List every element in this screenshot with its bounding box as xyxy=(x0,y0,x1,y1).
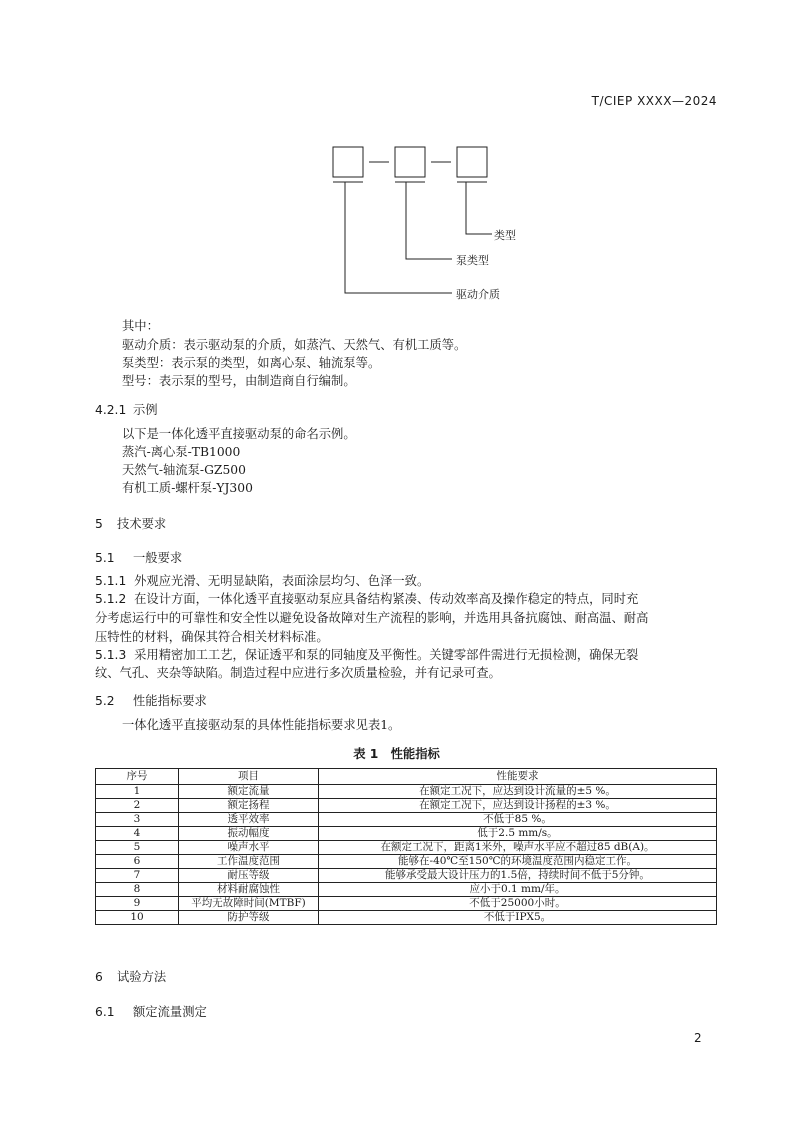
heading-4-2-1 xyxy=(95,400,158,418)
section-5-2-text: 一体化透平直接驱动泵的具体性能指标要求见表1。 xyxy=(122,718,401,732)
table-row xyxy=(96,897,717,911)
diagram-label-medium: 驱动介质 xyxy=(456,288,500,301)
clause-text: 纹、气孔、夹杂等缺陷。制造过程中应进行多次质量检验，并有记录可查。 xyxy=(95,666,501,680)
table-caption: 表 1 性能指标 xyxy=(353,747,440,761)
section-title: 示例 xyxy=(133,403,158,417)
cell-index: 8 xyxy=(96,883,179,897)
performance-table xyxy=(95,768,717,925)
explanation-intro: 其中： xyxy=(122,319,159,333)
table-row xyxy=(96,841,717,855)
table-row xyxy=(96,855,717,869)
document-code: T/CIEP XXXX—2024 xyxy=(591,94,717,108)
clause-number: 5.1.3 xyxy=(95,648,127,662)
explanation-line: 驱动介质：表示驱动泵的介质，如蒸汽、天然气、有机工质等。 xyxy=(122,338,467,352)
clause-number: 5.1.1 xyxy=(95,574,127,588)
explanation-line: 型号：表示泵的型号，由制造商自行编制。 xyxy=(122,374,356,388)
cell-requirement: 在额定工况下，应达到设计扬程的±3 %。 xyxy=(319,799,717,813)
table-row xyxy=(96,813,717,827)
table-row xyxy=(96,911,717,925)
header-index: 序号 xyxy=(96,769,179,785)
diagram-label-model: 类型 xyxy=(494,229,516,242)
section-title: 性能指标要求 xyxy=(133,694,207,708)
diagram-box-model xyxy=(457,147,487,177)
cell-requirement: 能够承受最大设计压力的1.5倍，持续时间不低于5分钟。 xyxy=(319,869,717,883)
cell-item: 振动幅度 xyxy=(179,827,319,841)
section-number: 6.1 xyxy=(95,1005,115,1019)
example-line: 蒸汽-离心泵-TB1000 xyxy=(122,445,241,459)
cell-index: 3 xyxy=(96,813,179,827)
table-row xyxy=(96,799,717,813)
clause-number: 5.1.2 xyxy=(95,592,127,606)
cell-item: 噪声水平 xyxy=(179,841,319,855)
cell-requirement: 不低于25000小时。 xyxy=(319,897,717,911)
table-header-row xyxy=(96,769,717,785)
clause-text: 采用精密加工工艺，保证透平和泵的同轴度及平衡性。关键零部件需进行无损检测，确保无裂 xyxy=(134,648,639,662)
example-line: 以下是一体化透平直接驱动泵的命名示例。 xyxy=(122,427,356,441)
cell-requirement: 应小于0.1 mm/年。 xyxy=(319,883,717,897)
section-number: 5 xyxy=(95,517,103,531)
diagram-box-medium xyxy=(333,147,363,177)
clause-text: 外观应光滑、无明显缺陷，表面涂层均匀、色泽一致。 xyxy=(134,574,430,588)
cell-item: 额定流量 xyxy=(179,785,319,799)
cell-item: 材料耐腐蚀性 xyxy=(179,883,319,897)
cell-item: 耐压等级 xyxy=(179,869,319,883)
cell-item: 额定扬程 xyxy=(179,799,319,813)
section-number: 5.1 xyxy=(95,551,115,565)
cell-index: 10 xyxy=(96,911,179,925)
cell-index: 9 xyxy=(96,897,179,911)
cell-requirement: 在额定工况下，应达到设计流量的±5 %。 xyxy=(319,785,717,799)
cell-requirement: 低于2.5 mm/s。 xyxy=(319,827,717,841)
section-title: 技术要求 xyxy=(117,517,167,531)
section-title: 试验方法 xyxy=(117,970,167,984)
clause-5-1-3 xyxy=(95,646,638,665)
table-row xyxy=(96,827,717,841)
clause-5-1-2 xyxy=(95,590,638,609)
cell-index: 4 xyxy=(96,827,179,841)
naming-diagram xyxy=(0,0,793,320)
explanation-line: 泵类型：表示泵的类型，如离心泵、轴流泵等。 xyxy=(122,356,381,370)
cell-requirement: 在额定工况下，距离1米外，噪声水平应不超过85 dB(A)。 xyxy=(319,841,717,855)
cell-index: 1 xyxy=(96,785,179,799)
cell-index: 5 xyxy=(96,841,179,855)
cell-item: 透平效率 xyxy=(179,813,319,827)
clause-text: 分考虑运行中的可靠性和安全性以避免设备故障对生产流程的影响，并选用具备抗腐蚀、耐高温、耐高 xyxy=(95,611,649,625)
example-line: 有机工质-螺杆泵-YJ300 xyxy=(122,481,253,495)
section-title: 额定流量测定 xyxy=(133,1005,207,1019)
header-item: 项目 xyxy=(179,769,319,785)
cell-index: 2 xyxy=(96,799,179,813)
section-number: 5.2 xyxy=(95,694,115,708)
heading-5-2 xyxy=(95,691,207,709)
diagram-label-pump-type: 泵类型 xyxy=(456,254,489,267)
diagram-leader-pump-type xyxy=(406,182,452,259)
diagram-leader-model xyxy=(466,182,492,234)
heading-6-1 xyxy=(95,1002,207,1020)
diagram-box-pump-type xyxy=(395,147,425,177)
cell-requirement: 不低于IPX5。 xyxy=(319,911,717,925)
heading-5-1 xyxy=(95,548,182,566)
example-line: 天然气-轴流泵-GZ500 xyxy=(122,463,246,477)
section-number: 4.2.1 xyxy=(95,403,127,417)
cell-item: 平均无故障时间(MTBF) xyxy=(179,897,319,911)
page-number: 2 xyxy=(694,1031,702,1045)
clause-text: 压特性的材料，确保其符合相关材料标准。 xyxy=(95,630,329,644)
cell-item: 工作温度范围 xyxy=(179,855,319,869)
diagram-leader-medium xyxy=(345,182,452,293)
cell-index: 6 xyxy=(96,855,179,869)
clause-text: 在设计方面，一体化透平直接驱动泵应具备结构紧凑、传动效率高及操作稳定的特点，同时充 xyxy=(134,592,639,606)
cell-requirement: 不低于85 %。 xyxy=(319,813,717,827)
cell-requirement: 能够在-40℃至150℃的环境温度范围内稳定工作。 xyxy=(319,855,717,869)
heading-5 xyxy=(95,514,166,532)
heading-6 xyxy=(95,967,166,985)
cell-item: 防护等级 xyxy=(179,911,319,925)
table-row xyxy=(96,785,717,799)
header-requirement: 性能要求 xyxy=(319,769,717,785)
table-row xyxy=(96,883,717,897)
table-row xyxy=(96,869,717,883)
section-title: 一般要求 xyxy=(133,551,183,565)
section-number: 6 xyxy=(95,970,103,984)
cell-index: 7 xyxy=(96,869,179,883)
clause-5-1-1 xyxy=(95,572,429,591)
